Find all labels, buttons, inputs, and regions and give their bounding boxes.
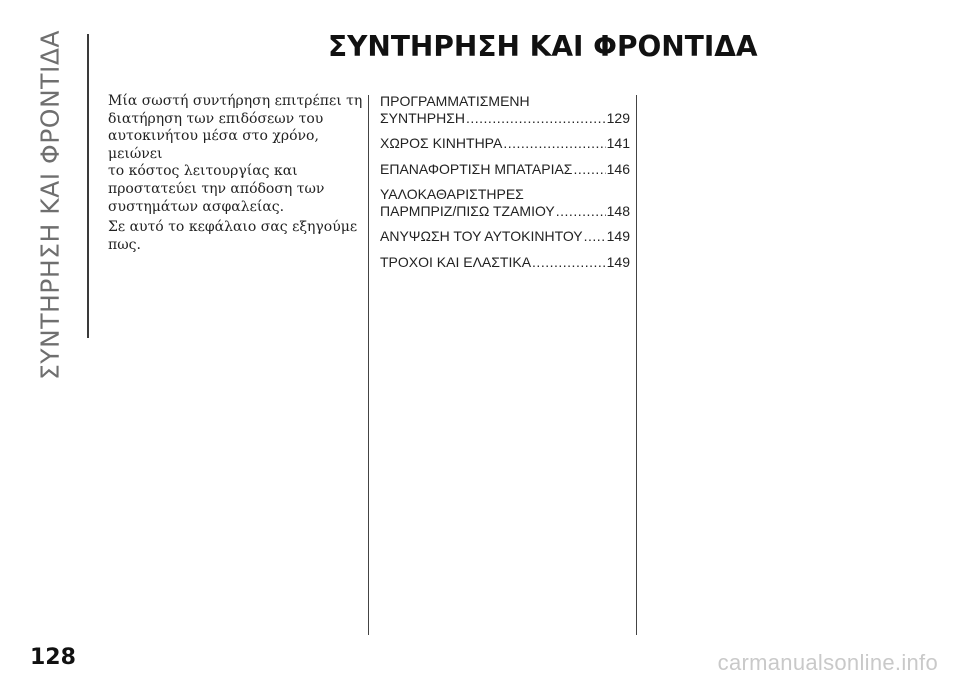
toc-page-number: 129 — [606, 109, 630, 126]
toc-entry[interactable] — [380, 93, 630, 126]
side-divider — [87, 34, 89, 338]
toc-entry[interactable] — [380, 186, 630, 219]
watermark: carmanualsonline.info — [717, 650, 938, 675]
toc-page-number: 148 — [606, 202, 630, 219]
toc-page-number: 146 — [606, 160, 630, 177]
toc-entry[interactable] — [380, 135, 630, 152]
page-number: 128 — [30, 645, 76, 670]
toc-entry[interactable] — [380, 228, 630, 245]
toc-entry-label: ΧΩΡΟΣ ΚΙΝΗΤΗΡΑ — [380, 135, 503, 151]
leader-dots — [503, 135, 605, 152]
intro-paragraph-1: Μία σωστή συντήρηση επιτρέπει τη διατήρηση των επιδόσεων του αυτοκινήτου μέσα στο χρόνο, μειώνει το κόστος λειτουργίας και προστατεύει την απόδοση των συστημάτων ασφαλείας. — [108, 93, 363, 215]
toc-entry-label: ΑΝΥΨΩΣΗ ΤΟΥ ΑΥΤΟΚΙΝΗΤΟΥ — [380, 228, 583, 244]
toc-entry-label: ΕΠΑΝΑΦΟΡΤΙΣΗ ΜΠΑΤΑΡΙΑΣ — [380, 160, 573, 177]
toc-entry-label: ΠΑΡΜΠΡΙΖ/ΠΙΣΩ ΤΖΑΜΙΟΥ — [380, 202, 555, 219]
leader-dots — [466, 110, 606, 127]
column-divider-right — [636, 95, 637, 635]
toc-entry[interactable] — [380, 254, 630, 271]
leader-dots — [573, 161, 605, 178]
table-of-contents — [380, 93, 630, 279]
toc-entry[interactable] — [380, 161, 630, 178]
toc-entry-label: ΣΥΝΤΗΡΗΣΗ — [380, 109, 465, 126]
leader-dots — [532, 254, 606, 271]
leader-dots — [584, 228, 606, 245]
toc-page-number: 141 — [606, 135, 630, 151]
toc-entry-text: ΥΑΛΟΚΑΘΑΡΙΣΤΗΡΕΣ — [380, 186, 524, 202]
intro-paragraph-2: Σε αυτό το κεφάλαιο σας εξηγούμε πως. — [108, 219, 358, 253]
toc-page-number: 149 — [606, 228, 630, 244]
column-divider-left — [368, 95, 369, 635]
page-title: ΣΥΝΤΗΡΗΣΗ ΚΑΙ ΦΡΟΝΤΙΔΑ — [328, 30, 758, 63]
intro-text — [108, 93, 363, 257]
leader-dots — [556, 203, 606, 220]
toc-entry-label: ΤΡΟΧΟΙ ΚΑΙ ΕΛΑΣΤΙΚΑ — [380, 253, 532, 270]
side-chapter-title: ΣΥΝΤΗΡΗΣΗ ΚΑΙ ΦΡΟΝΤΙΔΑ — [35, 29, 65, 381]
toc-page-number: 149 — [606, 253, 630, 270]
toc-entry-text: ΠΡΟΓΡΑΜΜΑΤΙΣΜΕΝΗ — [380, 93, 530, 109]
